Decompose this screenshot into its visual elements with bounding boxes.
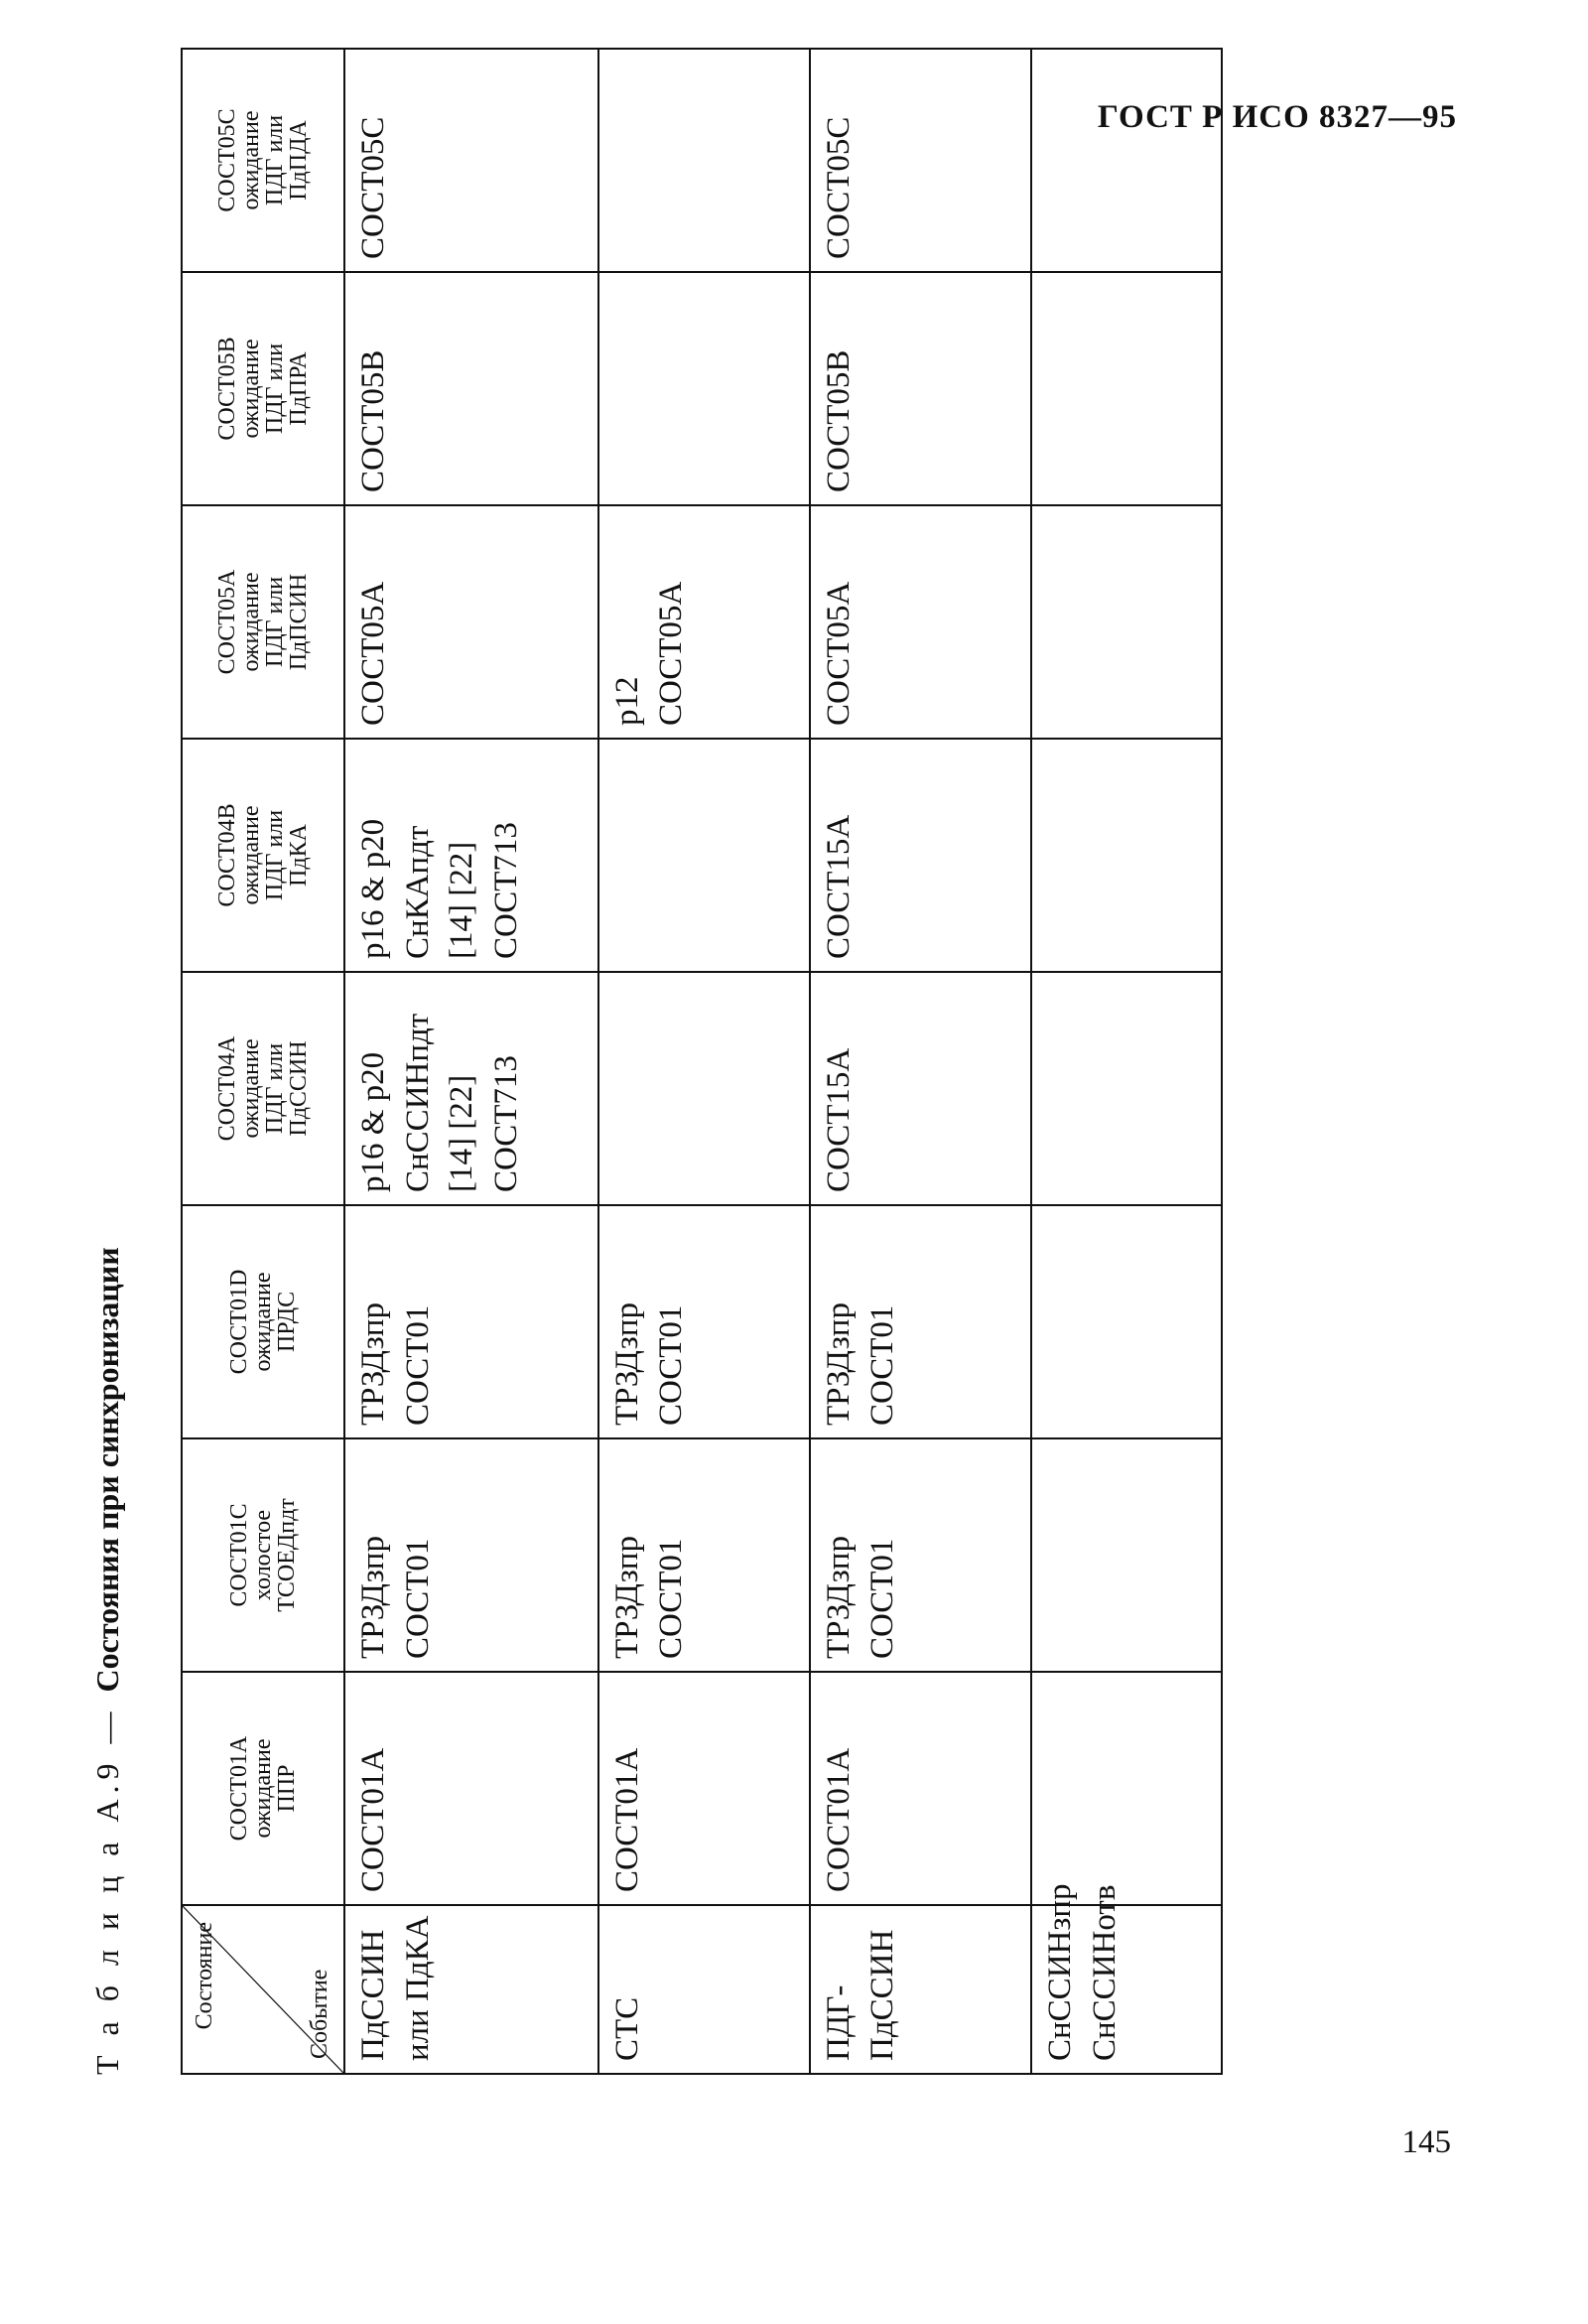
table-row (598, 49, 810, 2074)
column-header-line: СОСТ04А (214, 1035, 240, 1142)
cell-line: СОСТ01 (864, 1538, 901, 1659)
column-header-line: СОСТ05С (214, 108, 240, 212)
event-line: СнССИНотв (1086, 1884, 1123, 2061)
column-header-line: ПРДС (274, 1291, 300, 1353)
cell-line: СОСТ713 (487, 1055, 524, 1192)
column-header-line: СОСТ05А (214, 569, 240, 675)
corner-header-cell (182, 1905, 344, 2074)
table-cell (1031, 505, 1222, 739)
column-header (182, 49, 344, 272)
cell-line: ТРЗДзпр (608, 1536, 645, 1659)
table-cell (344, 1438, 598, 1672)
table-header-row (182, 49, 344, 2074)
column-header-line: ожидание (238, 1038, 264, 1139)
cell-line: СОСТ15А (820, 814, 857, 959)
cell-line: СнКАпдт (399, 825, 436, 959)
column-header-line: ПДГ или (262, 576, 288, 668)
column-header (182, 1205, 344, 1438)
column-header-line: ожидание (238, 572, 264, 672)
cell-line: СОСТ01А (820, 1747, 857, 1892)
cell-line: СОСТ01А (355, 1747, 391, 1892)
document-code: ГОСТ Р ИСО 8327—95 (1097, 99, 1457, 135)
table-cell (598, 1672, 810, 1905)
cell-line: ТРЗДзпр (608, 1302, 645, 1426)
cell-line: [14] [22] (444, 841, 480, 959)
table-cell (344, 505, 598, 739)
cell-line: ТРЗДзпр (820, 1302, 857, 1426)
column-header-line: ожидание (238, 339, 264, 439)
table-cell (598, 272, 810, 505)
column-header-line: ПдССИН (286, 1040, 312, 1137)
table-cell (598, 739, 810, 972)
states-table (181, 48, 1223, 2075)
column-header-line: СОСТ01С (226, 1503, 252, 1607)
column-header-line: ТСОЕДпдт (274, 1498, 300, 1612)
cell-line: СОСТ05А (355, 581, 391, 726)
column-header-line: ПдПДА (286, 120, 312, 201)
event-line: ПДГ- (820, 1984, 857, 2061)
column-header-line: ожидание (250, 1272, 276, 1372)
cell-line: [14] [22] (444, 1074, 480, 1192)
corner-state-label: Состояние (192, 1922, 217, 2030)
page-number: 145 (1401, 2124, 1451, 2160)
cell-line: СОСТ01 (653, 1304, 690, 1426)
column-header (182, 272, 344, 505)
table-cell (344, 1205, 598, 1438)
cell-line: ТРЗДзпр (355, 1302, 391, 1426)
column-header-line: ПдПРА (286, 351, 312, 426)
cell-line: СОСТ05С (355, 116, 391, 259)
column-header-line: СОСТ01А (226, 1735, 252, 1842)
cell-line: ТРЗДзпр (355, 1536, 391, 1659)
table-cell (1031, 739, 1222, 972)
table-cell (344, 49, 598, 272)
table-cell (810, 972, 1032, 1205)
column-header-line: ожидание (238, 110, 264, 210)
cell-line: СОСТ05А (820, 581, 857, 726)
table-cell (598, 972, 810, 1205)
table-cell (810, 49, 1032, 272)
column-header-line: СОСТ01D (226, 1269, 252, 1375)
table-row (344, 49, 598, 2074)
event-cell (810, 1905, 1032, 2074)
event-line: или ПдКА (399, 1915, 436, 2061)
cell-line: СОСТ05А (653, 581, 690, 726)
table-cell (1031, 272, 1222, 505)
table-cell (598, 1438, 810, 1672)
cell-line: СОСТ01 (399, 1304, 436, 1426)
column-header-line: ПДГ или (262, 342, 288, 435)
event-cell (1031, 1883, 1222, 2074)
event-line: ПдССИН (355, 1929, 391, 2061)
cell-line: р16 & р20 (355, 818, 391, 959)
cell-line: СОСТ15А (820, 1047, 857, 1192)
column-header-line: ПдПСИН (286, 573, 312, 671)
table-body (344, 49, 1222, 2074)
table-cell (810, 1438, 1032, 1672)
table-cell (344, 972, 598, 1205)
column-header-line: СОСТ04В (214, 803, 240, 907)
column-header-line: ППР (274, 1764, 300, 1813)
event-line: СТС (608, 1996, 645, 2061)
corner-event-label: Событие (307, 1969, 332, 2059)
table-cell (810, 1672, 1032, 1905)
table-cell (344, 1672, 598, 1905)
event-line: СнССИНзпр (1042, 1883, 1079, 2061)
table-caption-title: Состояния при синхронизации (89, 1247, 125, 1693)
event-cell (344, 1905, 598, 2074)
column-header (182, 1438, 344, 1672)
table-cell (344, 272, 598, 505)
table-cell (598, 49, 810, 272)
table-row (810, 49, 1032, 2074)
table-cell (1031, 49, 1222, 272)
table-row (1031, 49, 1222, 2074)
column-header-line: ожидание (250, 1738, 276, 1839)
column-header-line: ожидание (238, 805, 264, 905)
cell-line: р16 & р20 (355, 1051, 391, 1192)
cell-line: СОСТ05В (355, 349, 391, 492)
table-caption-lead: Т а б л и ц а А.9 — (89, 1692, 125, 2075)
event-line: ПдССИН (864, 1929, 901, 2061)
column-header (182, 972, 344, 1205)
column-header (182, 505, 344, 739)
table-cell (810, 505, 1032, 739)
table-caption (89, 1247, 126, 2075)
table-cell (344, 739, 598, 972)
table-cell (810, 272, 1032, 505)
table-cell (810, 1205, 1032, 1438)
column-header-line: ПДГ или (262, 809, 288, 901)
column-header-line: ПДГ или (262, 1042, 288, 1135)
column-header-line: ПДГ или (262, 114, 288, 206)
table-cell (810, 739, 1032, 972)
column-header-line: холостое (250, 1509, 276, 1601)
table-cell (1031, 1205, 1222, 1438)
column-header-line: ПдКА (286, 824, 312, 887)
cell-line: СОСТ01 (864, 1304, 901, 1426)
cell-line: СОСТ01 (399, 1538, 436, 1659)
column-header (182, 739, 344, 972)
cell-line: СОСТ01 (653, 1538, 690, 1659)
cell-line: СнССИНпдт (399, 1013, 436, 1192)
column-header (182, 1672, 344, 1905)
cell-line: СОСТ713 (487, 822, 524, 959)
cell-line: СОСТ05С (820, 116, 857, 259)
column-header-line: СОСТ05В (214, 337, 240, 441)
cell-line: СОСТ05В (820, 349, 857, 492)
table-cell (1031, 972, 1222, 1205)
cell-line: СОСТ01А (608, 1747, 645, 1892)
event-cell (598, 1905, 810, 2074)
cell-line: ТРЗДзпр (820, 1536, 857, 1659)
table-cell (1031, 1438, 1222, 1672)
table-cell (598, 1205, 810, 1438)
table-cell (598, 505, 810, 739)
table-cell (1031, 1672, 1222, 1905)
rotated-table-block (89, 108, 1231, 2075)
cell-line: р12 (608, 676, 645, 726)
